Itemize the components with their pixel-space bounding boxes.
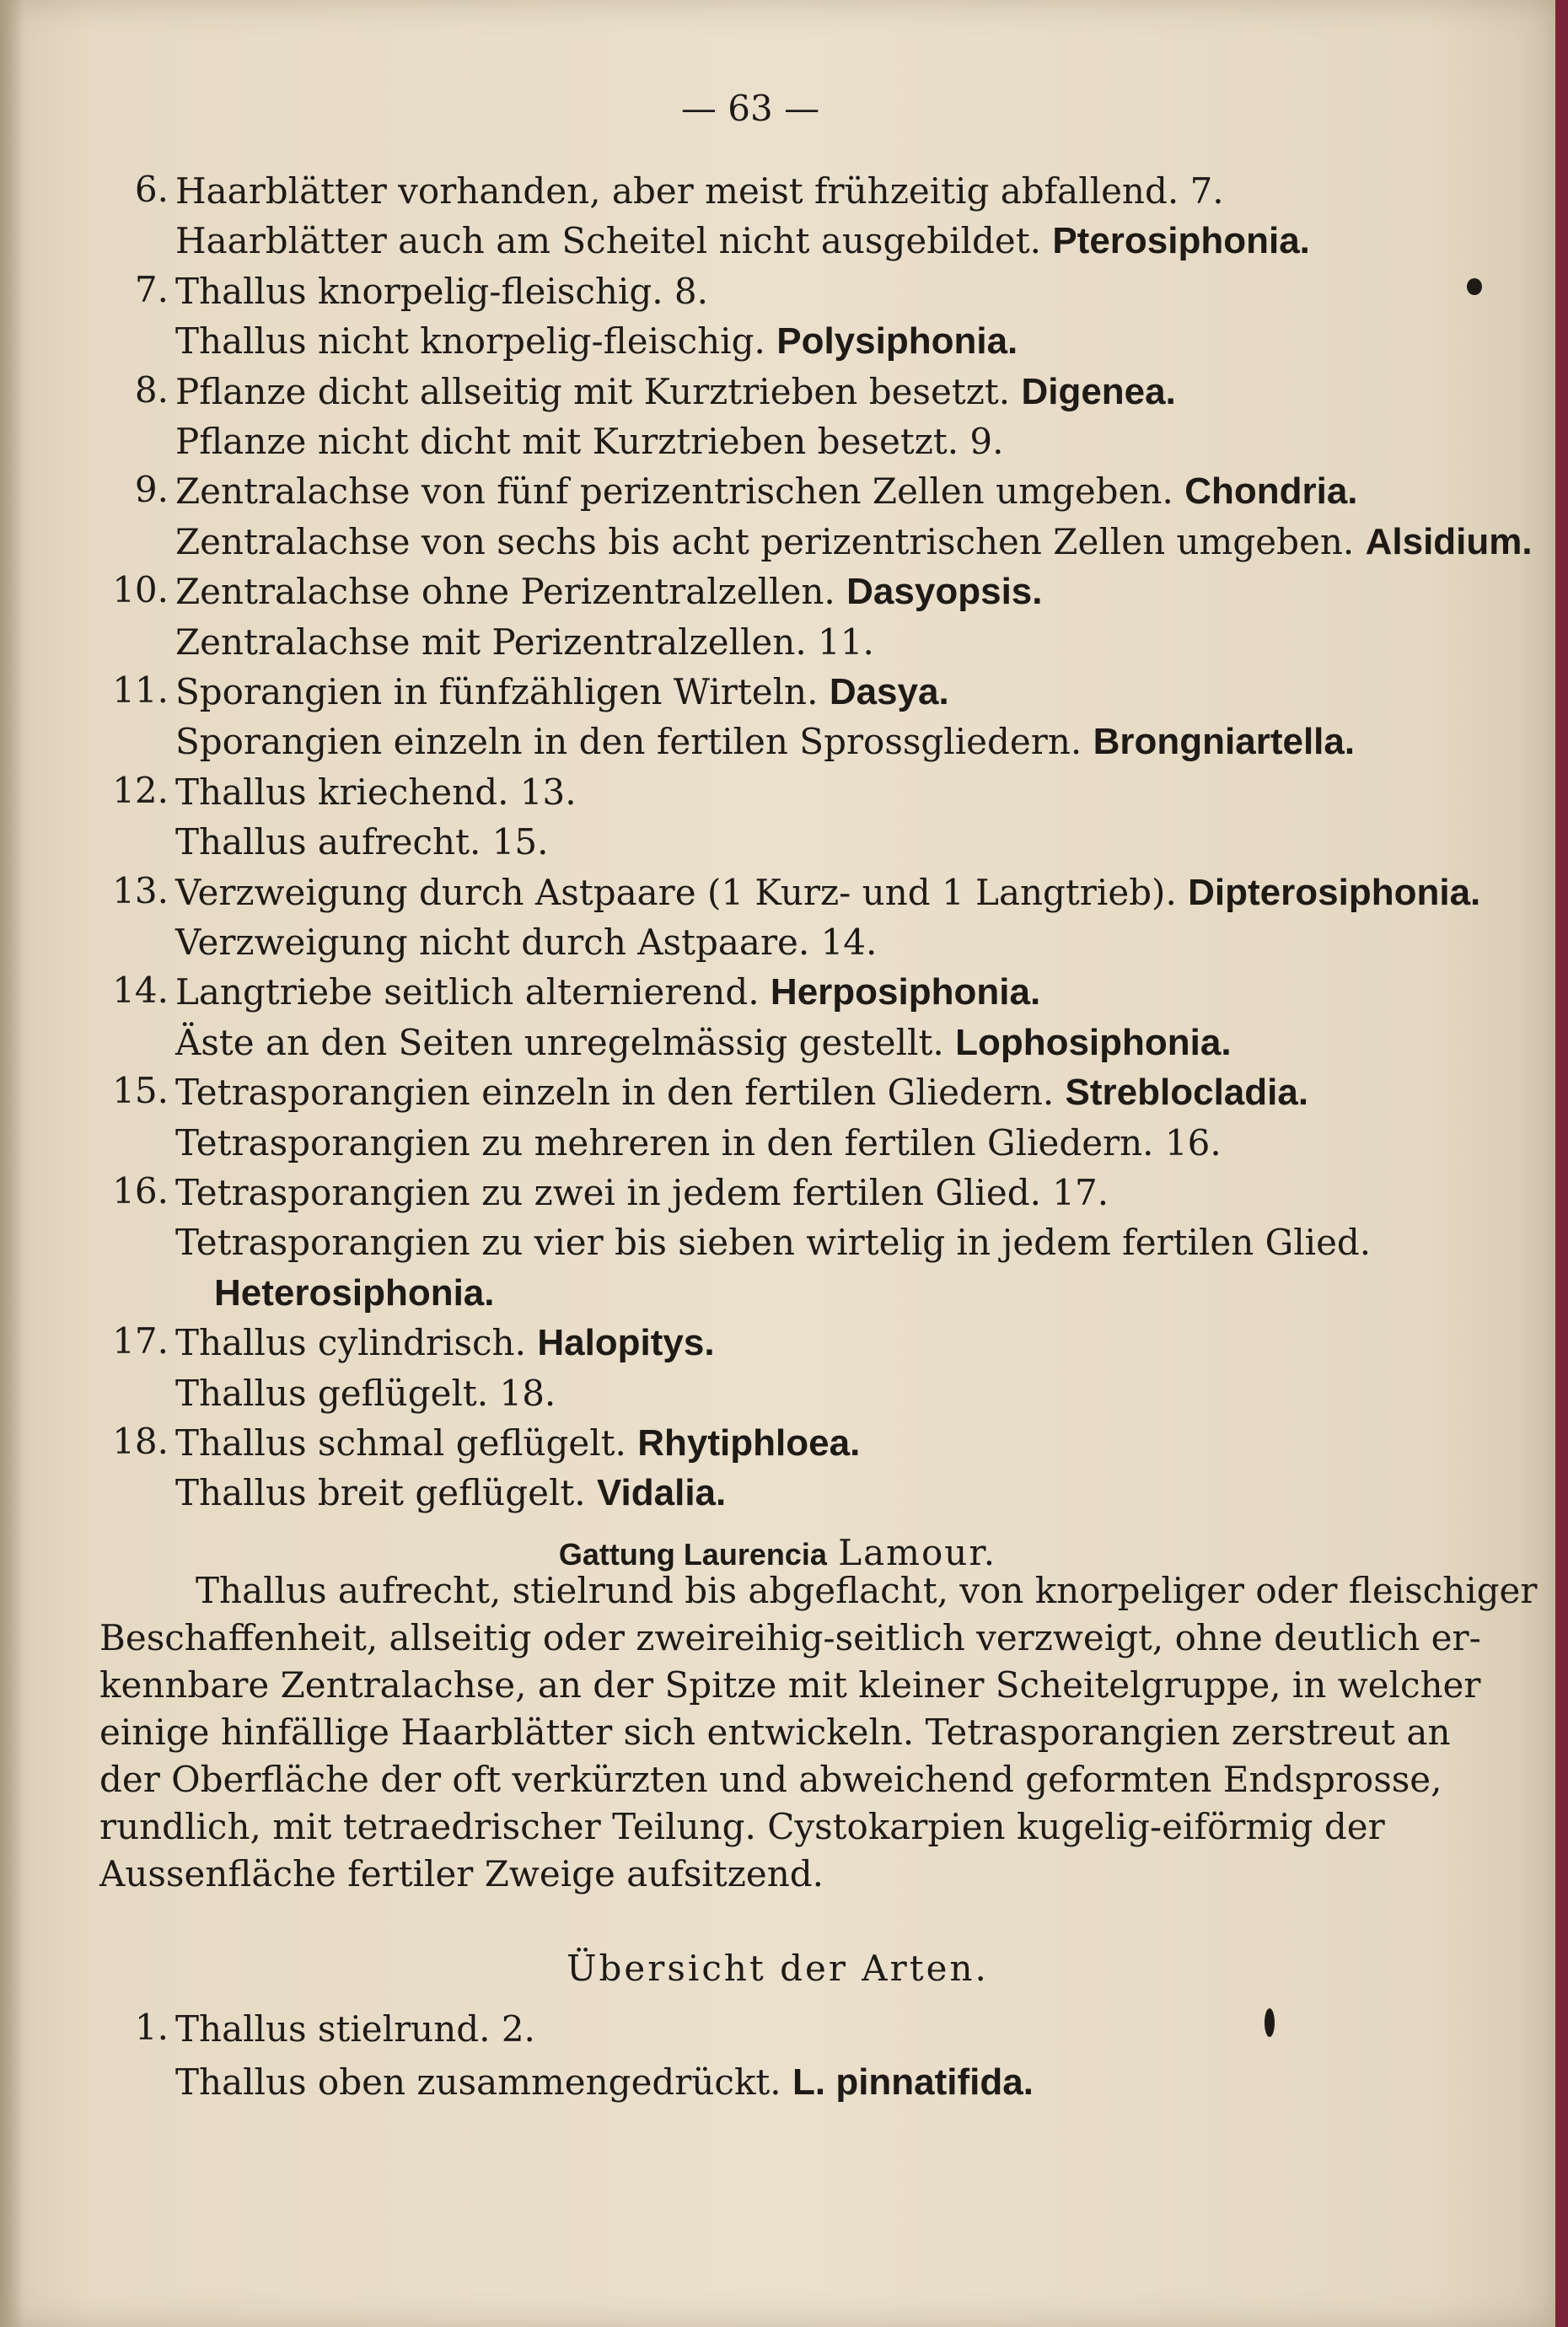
key-line bbox=[0, 1218, 1555, 1266]
key-line bbox=[0, 717, 1555, 765]
key-text: Thallus cylindrisch. bbox=[175, 1322, 526, 1364]
genus-name: Dipterosiphonia. bbox=[1188, 871, 1481, 913]
key-text: Tetrasporangien zu vier bis sieben wirtelig in jedem fertilen Glied. bbox=[175, 1222, 1372, 1264]
key-text: Thallus geflügelt. 18. bbox=[175, 1372, 556, 1414]
key-text: Haarblätter auch am Scheitel nicht ausgebildet. bbox=[175, 220, 1041, 262]
key-line bbox=[0, 1369, 1555, 1416]
key-text: Tetrasporangien einzeln in den fertilen Gliedern. bbox=[175, 1072, 1055, 1114]
genus-name: Alsidium. bbox=[1365, 520, 1533, 562]
ink-spot bbox=[1467, 278, 1482, 295]
genus-name: Dasyopsis. bbox=[846, 571, 1043, 613]
key-line bbox=[0, 1419, 1555, 1466]
key-entry bbox=[175, 167, 1224, 215]
key-entry bbox=[175, 1319, 715, 1367]
key-number: 18. bbox=[112, 1421, 169, 1462]
key-entry bbox=[175, 918, 877, 966]
key-line bbox=[0, 2058, 1555, 2105]
genus-heading-author: Lamour. bbox=[838, 1532, 997, 1573]
key-line bbox=[0, 567, 1555, 615]
key-number: 1. bbox=[134, 2007, 169, 2048]
key-entry bbox=[175, 868, 1480, 916]
key-text: Verzweigung durch Astpaare (1 Kurz- und 1 Langtrieb). bbox=[175, 871, 1177, 913]
genus-name: Streblocladia. bbox=[1065, 1072, 1309, 1114]
key-entry bbox=[175, 668, 949, 716]
key-line bbox=[0, 518, 1555, 565]
key-entry bbox=[175, 467, 1358, 515]
description-line: der Oberfläche der oft verkürzten und abweichend geformten Endsprosse, bbox=[99, 1759, 1442, 1800]
key-entry bbox=[175, 1469, 726, 1517]
key-text: Sporangien einzeln in den fertilen Sprossgliedern. bbox=[175, 721, 1082, 763]
key-number: 17. bbox=[112, 1320, 169, 1362]
genus-name: Digenea. bbox=[1021, 370, 1176, 412]
key-line bbox=[0, 1469, 1555, 1516]
key-entry bbox=[175, 1169, 1109, 1217]
key-text: Verzweigung nicht durch Astpaare. 14. bbox=[175, 922, 878, 963]
key-line bbox=[0, 768, 1555, 815]
key-line bbox=[0, 1169, 1555, 1216]
description-line: Thallus aufrecht, stielrund bis abgeflacht, von knorpeliger oder fleischiger bbox=[196, 1570, 1538, 1611]
key-text: Langtriebe seitlich alternierend. bbox=[175, 971, 760, 1013]
description-line: Beschaffenheit, allseitig oder zweireihig-seitlich verzweigt, ohne deutlich er- bbox=[99, 1617, 1481, 1658]
key-line bbox=[0, 467, 1555, 514]
description-line: einige hinfällige Haarblätter sich entwickeln. Tetrasporangien zerstreut an bbox=[99, 1712, 1451, 1753]
description-line: Aussenfläche fertiler Zweige aufsitzend. bbox=[99, 1853, 824, 1894]
genus-name: Brongniartella. bbox=[1093, 721, 1356, 763]
key-entry bbox=[175, 818, 548, 866]
key-number: 8. bbox=[134, 368, 169, 411]
key-entry bbox=[175, 2005, 535, 2053]
overview-heading: Übersicht der Arten. bbox=[567, 1948, 989, 1989]
key-entry bbox=[175, 267, 708, 315]
genus-name: Vidalia. bbox=[596, 1472, 727, 1514]
key-text: Thallus kriechend. 13. bbox=[175, 771, 577, 813]
genus-name: Herposiphonia. bbox=[770, 971, 1041, 1013]
key-line bbox=[0, 1269, 1555, 1316]
key-line bbox=[0, 217, 1555, 264]
key-text: Thallus knorpelig-fleischig. 8. bbox=[175, 270, 708, 312]
key-number: 10. bbox=[112, 569, 169, 611]
key-line bbox=[0, 1068, 1555, 1115]
key-text: Thallus schmal geflügelt. bbox=[175, 1422, 626, 1464]
key-text: Pflanze dicht allseitig mit Kurztrieben besetzt. bbox=[175, 370, 1011, 412]
key-line bbox=[0, 368, 1555, 415]
key-entry bbox=[175, 217, 1310, 265]
page-number: — 63 — bbox=[680, 88, 820, 129]
key-text: Thallus nicht knorpelig-fleischig. bbox=[175, 320, 765, 363]
key-entry bbox=[175, 717, 1355, 766]
key-entry bbox=[175, 518, 1533, 566]
genus-name: Heterosiphonia. bbox=[214, 1271, 495, 1314]
key-text: Zentralachse von sechs bis acht perizentrischen Zellen umgeben. bbox=[175, 520, 1355, 562]
key-entry bbox=[175, 1419, 860, 1467]
key-text: Pflanze nicht dicht mit Kurztrieben besetzt. 9. bbox=[175, 421, 1004, 462]
genus-name: Halopitys. bbox=[537, 1322, 715, 1364]
genus-name: Chondria. bbox=[1184, 470, 1358, 513]
key-number: 12. bbox=[112, 769, 169, 811]
genus-name: L. pinnatifida. bbox=[792, 2061, 1034, 2103]
key-entry bbox=[175, 417, 1004, 465]
key-line bbox=[0, 2005, 1555, 2052]
key-line bbox=[0, 1319, 1555, 1366]
key-line bbox=[0, 818, 1555, 865]
key-entry bbox=[175, 768, 577, 816]
key-number: 16. bbox=[112, 1170, 169, 1212]
key-text: Thallus breit geflügelt. bbox=[175, 1472, 586, 1514]
genus-heading-label: Gattung Laurencia bbox=[558, 1537, 827, 1572]
genus-name: Lophosiphonia. bbox=[955, 1021, 1232, 1063]
description-line: kennbare Zentralachse, an der Spitze mit kleiner Scheitelgruppe, in welcher bbox=[99, 1664, 1481, 1706]
key-text: Thallus aufrecht. 15. bbox=[175, 821, 549, 863]
binding-edge bbox=[1555, 0, 1568, 2327]
key-line bbox=[0, 317, 1555, 364]
key-entry bbox=[175, 567, 1043, 615]
key-entry bbox=[175, 618, 874, 666]
key-line bbox=[0, 868, 1555, 916]
key-entry bbox=[175, 1018, 1232, 1067]
key-number: 7. bbox=[134, 268, 169, 310]
genus-name: Rhytiphloea. bbox=[637, 1422, 861, 1464]
key-text: Tetrasporangien zu mehreren in den fertilen Gliedern. 16. bbox=[175, 1121, 1222, 1164]
key-line bbox=[0, 668, 1555, 715]
key-number: 14. bbox=[112, 970, 169, 1012]
genus-name: Dasya. bbox=[829, 671, 949, 712]
key-text: Äste an den Seiten unregelmässig gestellt. bbox=[175, 1021, 944, 1063]
key-line bbox=[0, 267, 1555, 314]
key-text: Zentralachse von fünf perizentrischen Zellen umgeben. bbox=[175, 470, 1173, 513]
key-text: Haarblätter vorhanden, aber meist frühzeitig abfallend. 7. bbox=[175, 170, 1224, 212]
key-number: 13. bbox=[112, 869, 169, 911]
genus-name: Pterosiphonia. bbox=[1052, 220, 1310, 262]
key-line bbox=[0, 417, 1555, 465]
key-line bbox=[0, 618, 1555, 665]
key-number: 15. bbox=[112, 1070, 169, 1112]
key-line bbox=[0, 1119, 1555, 1166]
key-number: 9. bbox=[134, 469, 169, 511]
key-entry bbox=[175, 968, 1040, 1016]
key-line bbox=[0, 918, 1555, 965]
key-entry bbox=[175, 1369, 556, 1417]
key-entry bbox=[175, 1218, 1371, 1266]
key-text: Thallus stielrund. 2. bbox=[175, 2008, 535, 2050]
key-text: Thallus oben zusammengedrückt. bbox=[175, 2061, 781, 2103]
key-entry bbox=[214, 1269, 495, 1317]
key-text: Sporangien in fünfzähligen Wirteln. bbox=[175, 671, 819, 712]
key-line bbox=[0, 968, 1555, 1015]
key-entry bbox=[175, 317, 1018, 365]
key-entry bbox=[175, 368, 1176, 416]
key-line bbox=[0, 1018, 1555, 1066]
key-entry bbox=[175, 1068, 1308, 1116]
description-line: rundlich, mit tetraedrischer Teilung. Cystokarpien kugelig-eiförmig der bbox=[99, 1806, 1385, 1847]
key-line bbox=[0, 167, 1555, 214]
key-text: Zentralachse ohne Perizentralzellen. bbox=[175, 571, 835, 613]
ink-spot bbox=[1265, 2008, 1275, 2037]
key-text: Tetrasporangien zu zwei in jedem fertilen Glied. 17. bbox=[175, 1172, 1109, 1213]
key-text: Zentralachse mit Perizentralzellen. 11. bbox=[175, 621, 874, 663]
key-entry bbox=[175, 2058, 1034, 2106]
key-entry bbox=[175, 1119, 1222, 1167]
genus-name: Polysiphonia. bbox=[776, 320, 1018, 363]
key-number: 6. bbox=[134, 169, 169, 210]
key-number: 11. bbox=[112, 669, 169, 711]
